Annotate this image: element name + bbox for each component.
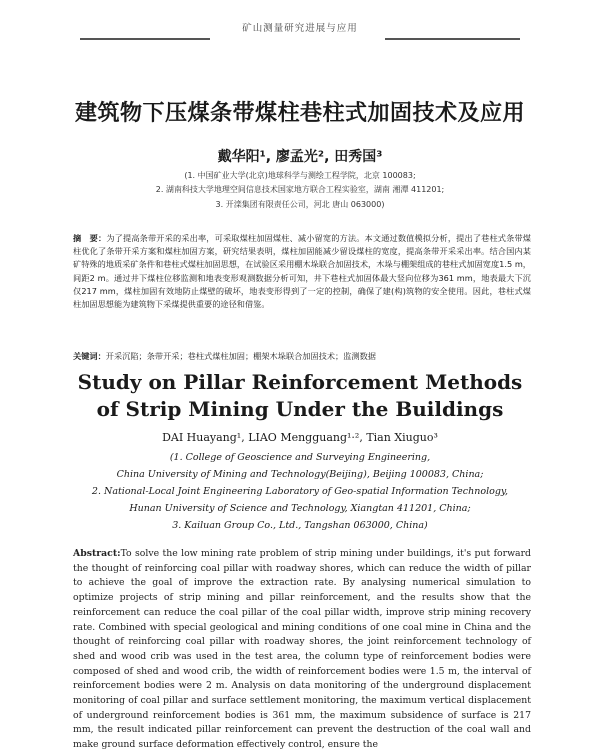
- chinese-abstract-text: 为了提高条带开采的采出率，可采取煤柱加固煤柱、减小留宽的方法。本文通过数值模拟分析，提出了巷柱式条带煤柱优化了条带开采方案和煤柱加固方案，研究结果表明，煤柱加固能减少留设煤柱的宽度，提高条带开采采出率。结合国内某矿特殊的地质采矿条件和巷柱式煤柱加固思想，在试验区采用棚木垛联合加固技术，木垛与棚架组成的巷柱式加固宽度1.5 m，间距2 m。通过井下煤柱位移监测和地表变形观测数据分析可知，井下巷柱式加固体最大竖向位移为361 mm，地表最大下沉仅217 mm，煤柱加固有效地防止煤壁的破坏，地表变形得到了一定的控制，确保了建(构)筑物的安全使用。因此，巷柱式煤柱加固思想能为建筑物下采煤提供重要的途径和借鉴。: [73, 233, 531, 310]
- chinese-keywords: [73, 350, 531, 363]
- chinese-abstract-label: 摘 要：: [73, 233, 107, 243]
- english-abstract-label: Abstract:: [73, 548, 121, 559]
- chinese-affiliation: (1. 中国矿业大学(北京)地球科学与测绘工程学院，北京 100083;: [184, 171, 416, 180]
- english-abstract: [73, 547, 531, 753]
- english-affiliation: Hunan University of Science and Technology, Xiangtan 411201, China;: [129, 503, 471, 514]
- header-rule-left: [80, 38, 210, 40]
- chinese-keywords-label: 关键词：: [73, 351, 106, 361]
- chinese-affiliation: 2. 湖南科技大学地理空间信息技术国家地方联合工程实验室，湖南 湘潭 411201;: [155, 185, 445, 194]
- english-affiliation: 2. National-Local Joint Engineering Laboratory of Geo-spatial Information Technology,: [91, 486, 509, 497]
- chinese-title: 建筑物下压煤条带煤柱巷柱式加固技术及应用: [74, 101, 525, 126]
- chinese-keywords-text: 开采沉陷；条带开采；巷柱式煤柱加固；棚架木垛联合加固技术；监测数据: [105, 351, 376, 361]
- english-affiliation: 3. Kailuan Group Co., Ltd., Tangshan 063000, China): [172, 520, 428, 531]
- english-title-line-1: Study on Pillar Reinforcement Methods: [77, 370, 523, 394]
- english-affiliation: China University of Mining and Technology(Beijing), Beijing 100083, China;: [116, 469, 484, 480]
- chinese-authors: 戴华阳¹, 廖孟光², 田秀国³: [217, 149, 383, 165]
- header-rule-right: [385, 38, 520, 40]
- chinese-abstract: [73, 232, 531, 311]
- english-abstract-text: To solve the low mining rate problem of strip mining under buildings, it's put forward the thought of reinforcing coal pillar with roadway shores, which can reduce the width of pillar to achieve the goal of improve the extraction rate. By analysing numerical simulation to optimize projects of strip mining and pillar reinforcement, and the results show that the reinforcement can reduce the coal pillar of the coal pillar width, improve strip mining recovery rate. Combined with special geological and mining conditions of one coal mine in China and the thought of reinforcing coal pillar with roadway shores, the joint reinforcement technology of shed and wood crib was used in the test area, the column type of reinforcement bodies were composed of shed and wood crib, the width of reinforcement bodies were 1.5 m, the interval of reinforcement bodies were 2 m. Analysis on data monitoring of the underground displacement monitoring of coal pillar and surface settlement monitoring, the maximum vertical displacement of underground reinforcement bodies is 361 mm, the maximum subsidence of surface is 217 mm, the result indicated pillar reinforcement can prevent the destruction of the coal wall and make ground surface deformation effectively control, ensure the: [73, 548, 531, 751]
- english-title-line-2: of Strip Mining Under the Buildings: [96, 397, 504, 421]
- english-authors: DAI Huayang¹, LIAO Mengguang¹·², Tian Xiuguo³: [162, 431, 438, 444]
- chinese-affiliation: 3. 开滦集团有限责任公司，河北 唐山 063000): [215, 200, 385, 209]
- journal-header: 矿山测量研究进展与应用: [242, 23, 358, 34]
- english-affiliation: (1. College of Geoscience and Surveying Engineering,: [169, 452, 431, 463]
